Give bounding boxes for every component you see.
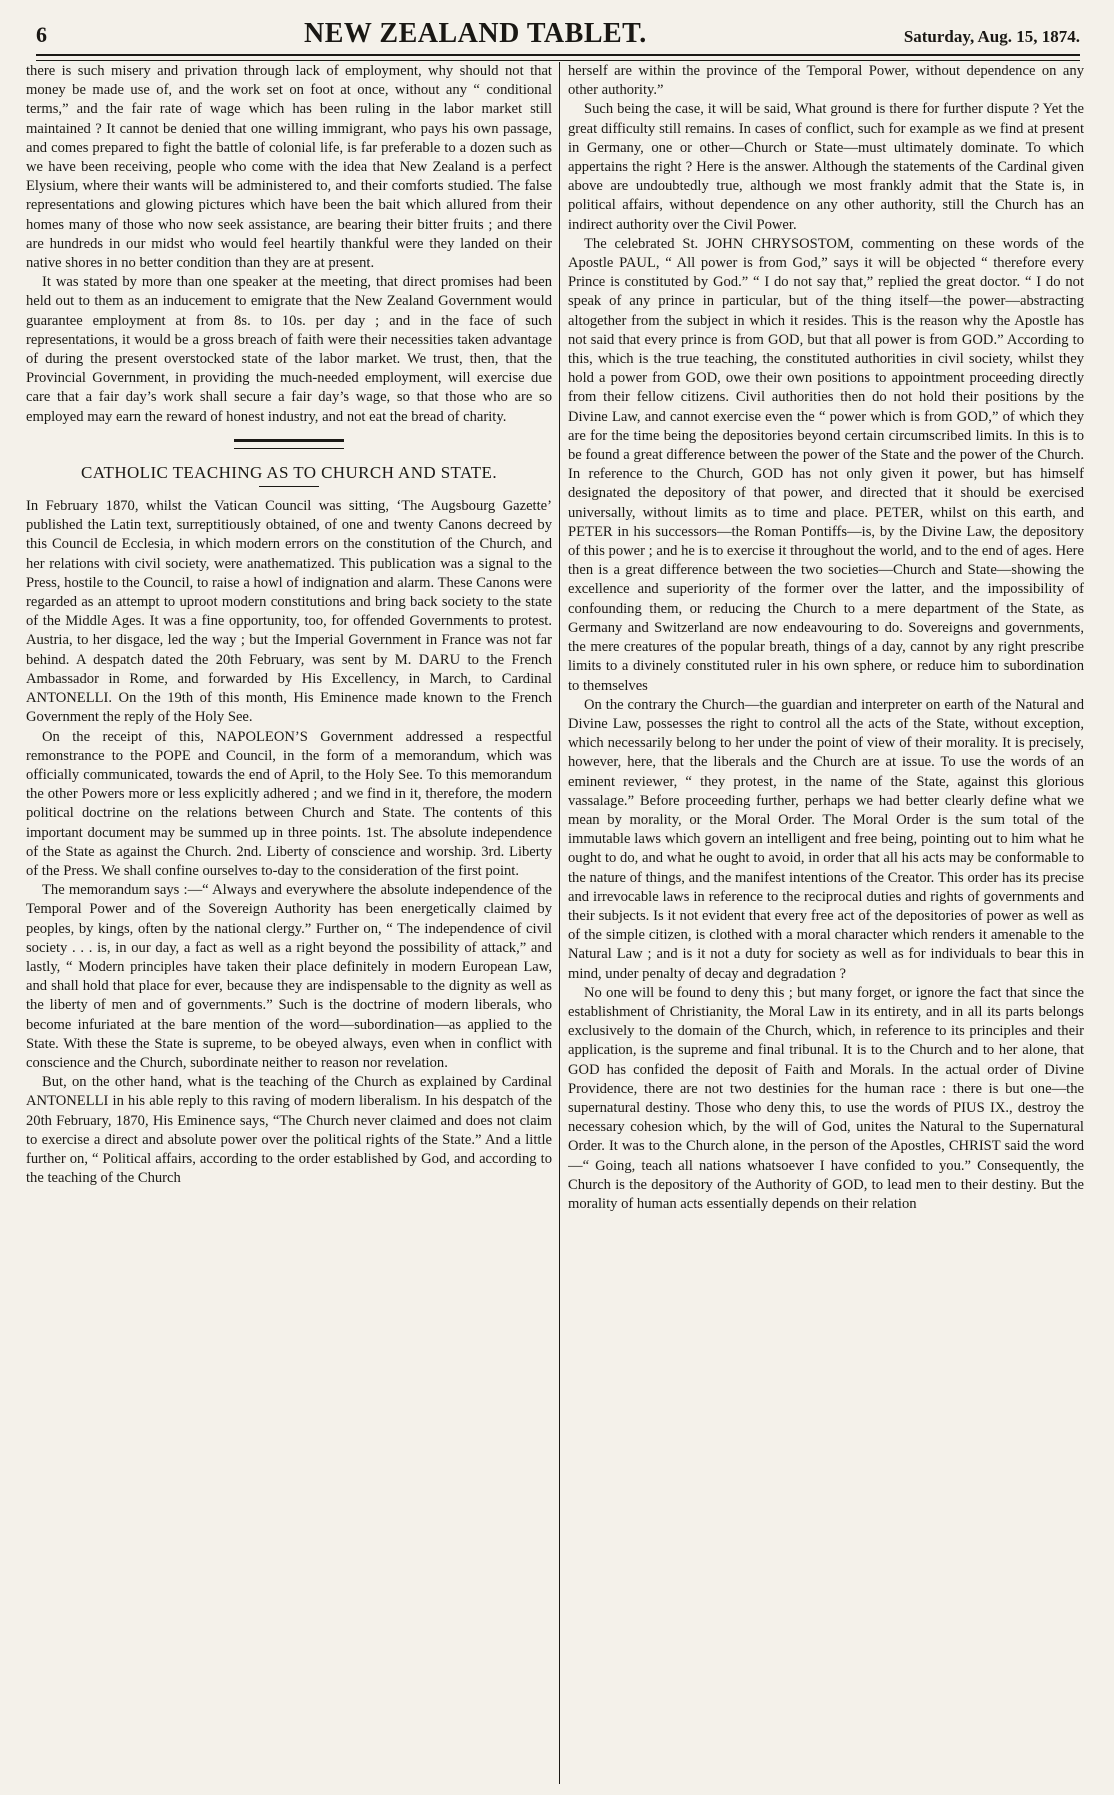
article-paragraph: The celebrated St. JOHN CHRYSOSTOM, commenting on these words of the Apostle PAUL, “ All power is from God,” says it will be objected “ therefore every Prince is constituted by God.” “ I do not say that,” replied the great doctor. “ I do not speak of any prince in particular, but of the thing itself—the power—abstracting altogether from the subject in which it resides. This is the reason why the Apostle has not said that every prince is from GOD, but that all power is from GOD.” According to this, which is the true teaching, the constituted authorities in civil society, whilst they hold a power from GOD, owe their own positions to appointment proceeding directly from their fellow citizens. Civil authorities then do not hold their positions by the Divine Law, and cannot exercise even the “ power which is from GOD,” of which they are for the time being the depositories beyond certain circumscribed limits. In this is to be found a great difference between the power of the State and the power of the Church. In reference to the Church, GOD has not only given it power, but has himself designated the depository of that power, and directed that it should be exercised universally, without limits as to time and place. PETER, whilst on this earth, and PETER in his successors—the Roman Pontiffs—is, by the Divine Law, the depository of this power ; and he is to exercise it throughout the world, and to the end of ages. Here then is a great difference between the two societies—Church and State—showing the excellence and superiority of the former over the latter, and the impossibility of confounding them, or reducing the Church to a mere department of the State, as Germany and Switzerland are now endeavouring to do. Sovereigns and governments, the mere creatures of the popular breath, things of a day, cannot by any right prescribe limits to a divinely constituted ruler in his own sphere, or reduce him to subordination to themselves — [568, 235, 1084, 694]
article-paragraph: No one will be found to deny this ; but many forget, or ignore the fact that since the establishment of Christianity, the Moral Law in its entirety, and in all its parts belongs exclusively to the domain of the Church, which, in reference to its principles and their application, is the supreme and final tribunal. It is to the Church and to her alone, that GOD has confided the deposit of Faith and Morals. In the actual order of Divine Providence, there are not two destinies for the human race : there is but one—the supernatural destiny. Those who deny this, to use the words of PIUS IX., destroy the necessary cohesion which, by the will of God, unites the Natural to the Supernatural Order. It was to the Church alone, in the person of the Apostles, CHRIST said the word—“ Going, teach all nations whatsoever I have confided to you.” Consequently, the Church is the depository of the Authority of GOD, to lead men to their destiny. But the morality of human acts essentially depends on their relation — [568, 984, 1084, 1212]
article-paragraph: herself are within the province of the Temporal Power, without dependence on any other authority.” — [568, 63, 1084, 99]
right-column — [568, 62, 1084, 1784]
page-number: 6 — [36, 22, 47, 47]
article-paragraph: On the receipt of this, NAPOLEON’S Government addressed a respectful remonstrance to the POPE and Council, in the form of a memorandum, which was officially communicated, towards the end of April, to the Holy See. To this memorandum the other Powers more or less explicitly adhered ; and we find in it, therefore, the modern political doctrine on the relations between Church and State. The contents of this important document may be summed up in three points. 1st. The absolute independence of the State as against the Church. 2nd. Liberty of conscience and worship. 3rd. Liberty of the Press. We shall confine ourselves to-day to the consideration of the first point. — [26, 728, 552, 879]
column-divider — [559, 62, 560, 1784]
left-column — [26, 62, 552, 1784]
article-paragraph: It was stated by more than one speaker at the meeting, that direct promises had been held out to them as an inducement to emigrate that the New Zealand Government would guarantee employment at from 8s. to 10s. per day ; and in the face of such representations, it would be a gross breach of faith were their necessities taken advantage of during the present overstocked state of the labor market. We trust, then, that the Provincial Government, in providing the much-needed employment, will exercise due care that a fair day’s work shall secure a fair day’s wage, so that those who are so employed may earn the reward of honest industry, and not eat the bread of charity. — [26, 274, 552, 425]
article-paragraph: The memorandum says :—“ Always and everywhere the absolute independence of the Temporal Power and of the Sovereign Authority has been energetically claimed by peoples, by kings, often by the national clergy.” Further on, “ The independence of civil society . . . is, in our day, a fact as well as a right beyond the possibility of attack,” and lastly, “ Modern principles have taken their place definitely in modern European Law, and shall hold that place for ever, because they are indispensable to the dignity as well as the liberty of men and of governments.” Such is the doctrine of modern liberals, who become infuriated at the bare mention of the word—subordination—as applied to the State. With these the State is supreme, to be obeyed always, even when in conflict with conscience and the Church, subordinate neither to reason nor revelation. — [26, 882, 552, 1071]
masthead-rule — [36, 54, 1080, 61]
article-paragraph: On the contrary the Church—the guardian and interpreter on earth of the Natural and Divine Law, possesses the right to control all the acts of the State, without exception, which necessarily belong to her under the point of view of their morality. It is precisely, however, here, that the liberals and the Church are at issue. To use the words of an eminent reviewer, “ they protest, in the name of the State, against this glorious vassalage.” Before proceeding further, perhaps we had better clearly define what we mean by morality, or the Moral Order. The Moral Order is the sum total of the immutable laws which govern an intelligent and free being, pointing out to him what he ought to do, and what he ought to avoid, in order that all his acts may be conformable to the nature of things, and the manifest intentions of the Creator. This order has its precise and irrevocable laws in reference to the reciprocal duties and rights of governments and their subjects. Is it not evident that every free act of the depositories of power as well as of the simple citizen, is clothed with a moral character which renders it amenable to the Natural Law ; and is it not a duty for society as well as for individuals to bear this in mind, under penalty of decay and degradation ? — [568, 696, 1084, 982]
headline-rule — [259, 486, 319, 487]
article-paragraph: In February 1870, whilst the Vatican Council was sitting, ‘The Augsbourg Gazette’ published the Latin text, surreptitiously obtained, of one and twenty Canons decreed by this Council de Ecclesia, in which modern errors on the constitution of the Church, and her relations with civil society, were anathematized. This publication was a signal to the Press, hostile to the Council, to raise a howl of indignation and alarm. These Canons were regarded as an attempt to uproot modern constitutions and bring back society to the state of the Middle Ages. It was a fine opportunity, too, for offended Governments to protest. Austria, to her disgace, led the way ; but the Imperial Government in France was not far behind. A despatch dated the 20th February, was sent by M. DARU to the French Ambassador in Rome, and forwarded by His Excellency, in March, to Cardinal ANTONELLI. On the 19th of this month, His Eminence made known to the French Government the reply of the Holy See. — [26, 498, 552, 726]
article-paragraph: Such being the case, it will be said, What ground is there for further dispute ? Yet the great difficulty still remains. In cases of conflict, such for example as we find at present in Germany, one or other—Church or State—must ultimately dominate. To which appertains the right ? Here is the answer. Although the statements of the Cardinal given above are undoubtedly true, although we most frankly admit that the State is, in political affairs, without dependence on any other authority, still the Church has an indirect authority over the Civil Power. — [568, 101, 1084, 233]
section-divider — [234, 439, 344, 449]
issue-date: Saturday, Aug. 15, 1874. — [903, 27, 1080, 46]
masthead — [36, 18, 1080, 52]
newspaper-title: NEW ZEALAND TABLET. — [304, 18, 647, 49]
article-paragraph: there is such misery and privation through lack of employment, why should not that money be made use of, and the work set on foot at once, without any “ conditional terms,” and the fair rate of wage which has been ruling in the labor market still maintained ? It cannot be denied that one willing immigrant, who pays his own passage, and comes prepared to fight the battle of colonial life, is far preferable to a dozen such as we have been receiving, people who come with the idea that New Zealand is a perfect Elysium, where their wants will be administered to, and their comforts studied. The false representations and glowing pictures which have been the bait which allured from their homes many of those who now seek assistance, are bearing their bitter fruits ; and there are hundreds in our midst who would feel heartily thankful were they landed on their native shores in no better condition than they are at present. — [26, 63, 552, 272]
article-headline: CATHOLIC TEACHING AS TO CHURCH AND STATE. — [81, 462, 497, 482]
article-paragraph: But, on the other hand, what is the teaching of the Church as explained by Cardinal ANTONELLI in his able reply to this raving of modern liberalism. In his despatch of the 20th February, 1870, His Eminence says, “The Church never claimed and does not claim to exercise a direct and absolute power over the political rights of the State.” And a little further on, “ Political affairs, according to the order established by God, and according to the teaching of the Church — [26, 1074, 552, 1187]
